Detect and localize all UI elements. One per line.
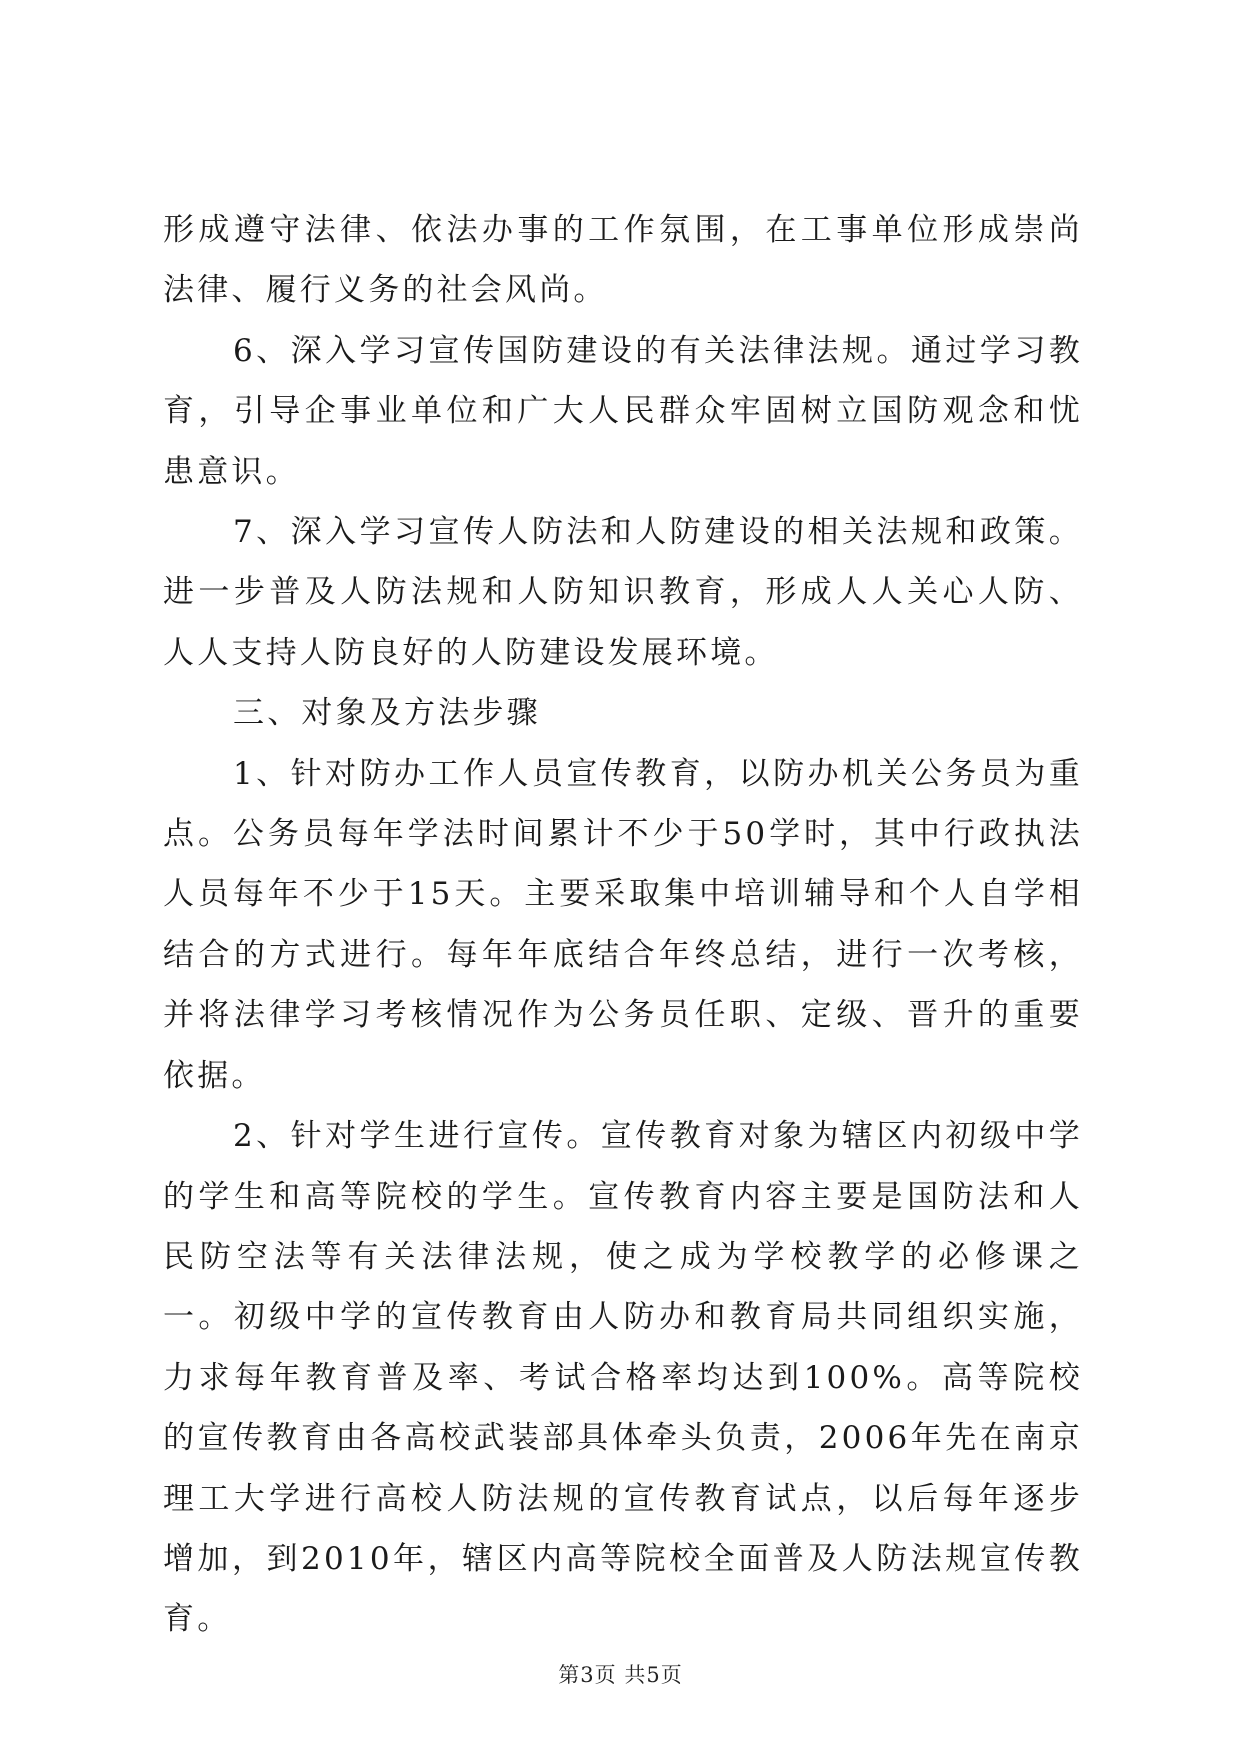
- section-heading-3: 三、对象及方法步骤: [233, 695, 541, 732]
- paragraph-item-7: 7、深入学习宣传人防法和人防建设的相关法规和政策。进一步普及人防法规和人防知识教育，形成人人关心人防、人人支持人防良好的人防建设发展环境。: [163, 514, 1083, 671]
- paragraph-step-2: 2、针对学生进行宣传。宣传教育对象为辖区内初级中学的学生和高等院校的学生。宣传教育内容主要是国防法和人民防空法等有关法律法规，使之成为学校教学的必修课之一。初级中学的宣传教育由人防办和教育局共同组织实施，力求每年教育普及率、考试合格率均达到100%。高等院校的宣传教育由各高校武装部具体牵头负责，2006年先在南京理工大学进行高校人防法规的宣传教育试点，以后每年逐步增加，到2010年，辖区内高等院校全面普及人防法规宣传教育。: [163, 1118, 1083, 1638]
- page-number-footer: 第3页 共5页: [558, 1663, 683, 1687]
- document-body: [163, 200, 1083, 1650]
- paragraph-continuation: 形成遵守法律、依法办事的工作氛围，在工事单位形成崇尚法律、履行义务的社会风尚。: [163, 212, 1083, 309]
- paragraph-step-1: 1、针对防办工作人员宣传教育，以防办机关公务员为重点。公务员每年学法时间累计不少于50学时，其中行政执法人员每年不少于15天。主要采取集中培训辅导和个人自学相结合的方式进行。每年年底结合年终总结，进行一次考核，并将法律学习考核情况作为公务员任职、定级、晋升的重要依据。: [163, 755, 1083, 1094]
- paragraph-item-6: 6、深入学习宣传国防建设的有关法律法规。通过学习教育，引导企事业单位和广大人民群众牢固树立国防观念和忧患意识。: [163, 332, 1083, 490]
